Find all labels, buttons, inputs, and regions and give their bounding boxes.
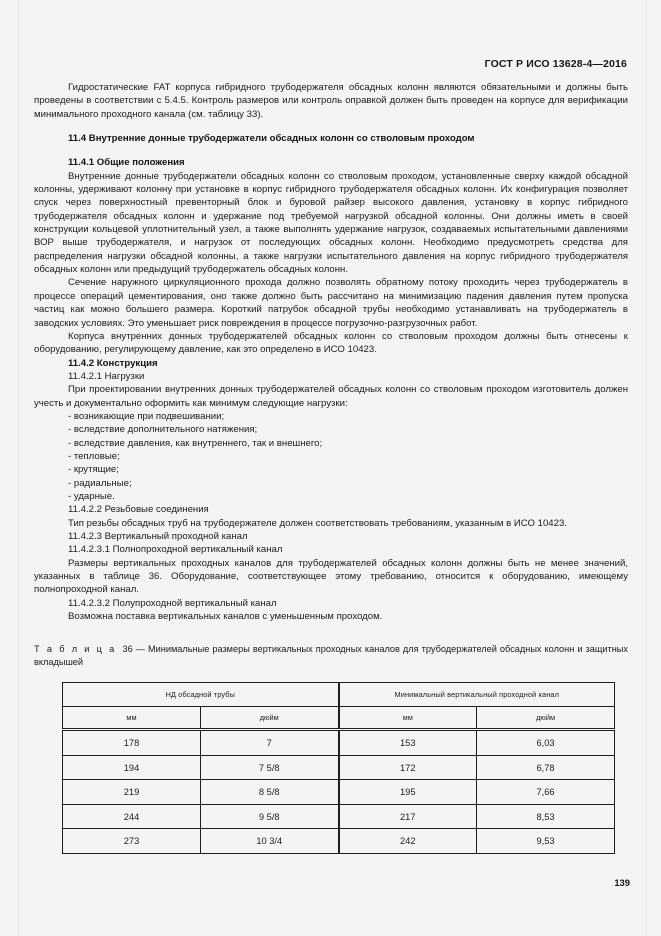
cell-od-inch: 8 5/8 (201, 780, 339, 805)
cell-od-inch: 7 (201, 730, 339, 756)
cell-bore-inch: 8,53 (477, 804, 615, 829)
paragraph-pressure-containing: Корпуса внутренних донных трубодержателей обсадных колонн со стволовым проходом должны быть отнесены к оборудованию, регулирующему давление, как это определено в ИСО 10423. (34, 330, 628, 356)
cell-od-inch: 10 3/4 (201, 829, 339, 854)
list-item: - вследствие дополнительного натяжения; (68, 424, 258, 436)
cell-bore-mm: 217 (339, 804, 477, 829)
table-caption-number: 36 (122, 644, 133, 655)
heading-11-4-2-3-1: 11.4.2.3.1 Полнопроходной вертикальный канал (68, 544, 283, 556)
table-36-wrapper (34, 669, 628, 854)
cell-bore-mm: 242 (339, 829, 477, 854)
table-row (63, 829, 615, 854)
cell-od-mm: 244 (63, 804, 201, 829)
cell-bore-mm: 153 (339, 730, 477, 756)
table-unit-header-mm-od: мм (63, 707, 201, 730)
table-header-unit-row (63, 707, 615, 730)
table-row (63, 804, 615, 829)
heading-11-4: 11.4 Внутренние донные трубодержатели обсадных колонн со стволовым проходом (68, 133, 475, 145)
list-item: - радиальные; (68, 477, 132, 489)
table-group-header-casing-od: НД обсадной трубы (63, 683, 339, 707)
cell-bore-inch: 7,66 (477, 780, 615, 805)
heading-11-4-2-3-2: 11.4.2.3.2 Полупроходной вертикальный канал (68, 597, 277, 609)
cell-od-mm: 178 (63, 730, 201, 756)
heading-11-4-1: 11.4.1 Общие положения (68, 157, 185, 169)
table-36 (62, 682, 615, 854)
table-unit-header-inch-bore: дюйм (477, 707, 615, 730)
loads-list (34, 410, 628, 503)
paragraph-design-loads: При проектировании внутренних донных трубодержателей обсадных колонн со стволовым проходом изготовитель должен учесть и документально оформить как минимум следующие нагрузки: (34, 384, 628, 409)
cell-bore-inch: 6,03 (477, 730, 615, 756)
heading-11-4-2-3: 11.4.2.3 Вертикальный проходной канал (68, 531, 248, 542)
paragraph-reduced-bore: Возможна поставка вертикальных каналов с уменьшенным проходом. (68, 611, 383, 623)
table-row (63, 780, 615, 805)
page-edge-right-rule (646, 0, 647, 936)
heading-11-4-2-2: 11.4.2.2 Резьбовые соединения (68, 504, 209, 516)
cell-bore-mm: 195 (339, 780, 477, 805)
cell-od-inch: 9 5/8 (201, 804, 339, 829)
table-header-group-row (63, 683, 615, 707)
paragraph-internal-bottom-hangers: Внутренние донные трубодержатели обсадных колонн со стволовым проходом, установленные сверху каждой обсадной колонны, удерживают колонну при установке в корпус гибридного трубодержателя обсадных колонн. Их конфигурация позволяет спуск через поверхностный превенторный блок и буровой райзер высокого давления, установку в корпус гибридного трубодержателя обсадных колонн и удержание под требуемой нагрузкой обсадной колонны. Они должны иметь в своей конструкции кольцевой уплотнительный узел, а также выполнять удержание нагрузок, создаваемых испытательными давлениями ВОР выше трубодержателя, и нагрузок от последующих обсадных колонн. Необходимо предусмотреть средства для распределения нагрузки обсадной колонны, а также нагрузки испытательного давления на корпус гибридного трубодержателя обсадных колонн или предыдущий трубодержатель обсадных колонн. (34, 170, 628, 276)
list-item: - возникающие при подвешивании; (68, 410, 225, 422)
list-item: - ударные. (68, 490, 115, 502)
table-unit-header-mm-bore: мм (339, 707, 477, 730)
list-item: - тепловые; (68, 450, 120, 462)
paragraph-full-bore-sizes: Размеры вертикальных проходных каналов для трубодержателей обсадных колонн должны быть не менее значений, указанных в таблице 36. Оборудование, соответствующее этому требованию, относится к оборудованию, имеющему полнопроходной канал. (34, 557, 628, 596)
paragraph-casing-thread-type: Тип резьбы обсадных труб на трубодержателе должен соответствовать требованиям, указанным в ИСО 10423. (68, 517, 567, 529)
table-36-caption (34, 623, 628, 669)
table-caption-text: — Минимальные размеры вертикальных проходных каналов для трубодержателей обсадных колонн и защитных вкладышей (34, 644, 629, 668)
list-item: - крутящие; (68, 464, 119, 476)
paragraph-hydrostatic-fat: Гидростатические FAT корпуса гибридного трубодержателя обсадных колонн являются обязательными и должны быть проведены в соответствии с 5.4.5. Контроль размеров или контроль оправкой должен быть проведен на корпусе для верификации минимального проходного канала (см. таблицу 33). (34, 82, 628, 120)
table-unit-header-inch-od: дюйм (201, 707, 339, 730)
page-edge-left-rule (18, 0, 19, 936)
heading-11-4-2: 11.4.2 Конструкция (68, 357, 158, 369)
table-group-header-min-vertical-bore: Минимальный вертикальный проходной канал (339, 683, 615, 707)
cell-od-inch: 7 5/8 (201, 755, 339, 780)
cell-bore-mm: 172 (339, 755, 477, 780)
running-header-standard-number: ГОСТ Р ИСО 13628-4—2016 (484, 58, 627, 70)
cell-bore-inch: 9,53 (477, 829, 615, 854)
cell-od-mm: 273 (63, 829, 201, 854)
page-number: 139 (614, 877, 630, 888)
heading-11-4-2-1: 11.4.2.1 Нагрузки (68, 370, 145, 382)
table-row (63, 755, 615, 780)
cell-od-mm: 194 (63, 755, 201, 780)
cell-od-mm: 219 (63, 780, 201, 805)
table-caption-label: Т а б л и ц а (34, 644, 117, 655)
table-row (63, 730, 615, 756)
paragraph-annulus-flow-area: Сечение наружного циркуляционного прохода должно позволять обратному потоку проходить через трубодержатель в процессе операций цементирования, оно также должно быть рассчитано на минимизацию падения давления путем пропуска частиц как можно большего размера. Короткий патрубок обсадной трубы необходимо устанавливать на трубодержатель в заводских условиях. Это уменьшает риск повреждения в процессе погрузочно-разгрузочных работ. (34, 277, 628, 329)
list-item: - вследствие давления, как внутреннего, так и внешнего; (68, 437, 323, 449)
cell-bore-inch: 6,78 (477, 755, 615, 780)
page-content (34, 0, 628, 854)
